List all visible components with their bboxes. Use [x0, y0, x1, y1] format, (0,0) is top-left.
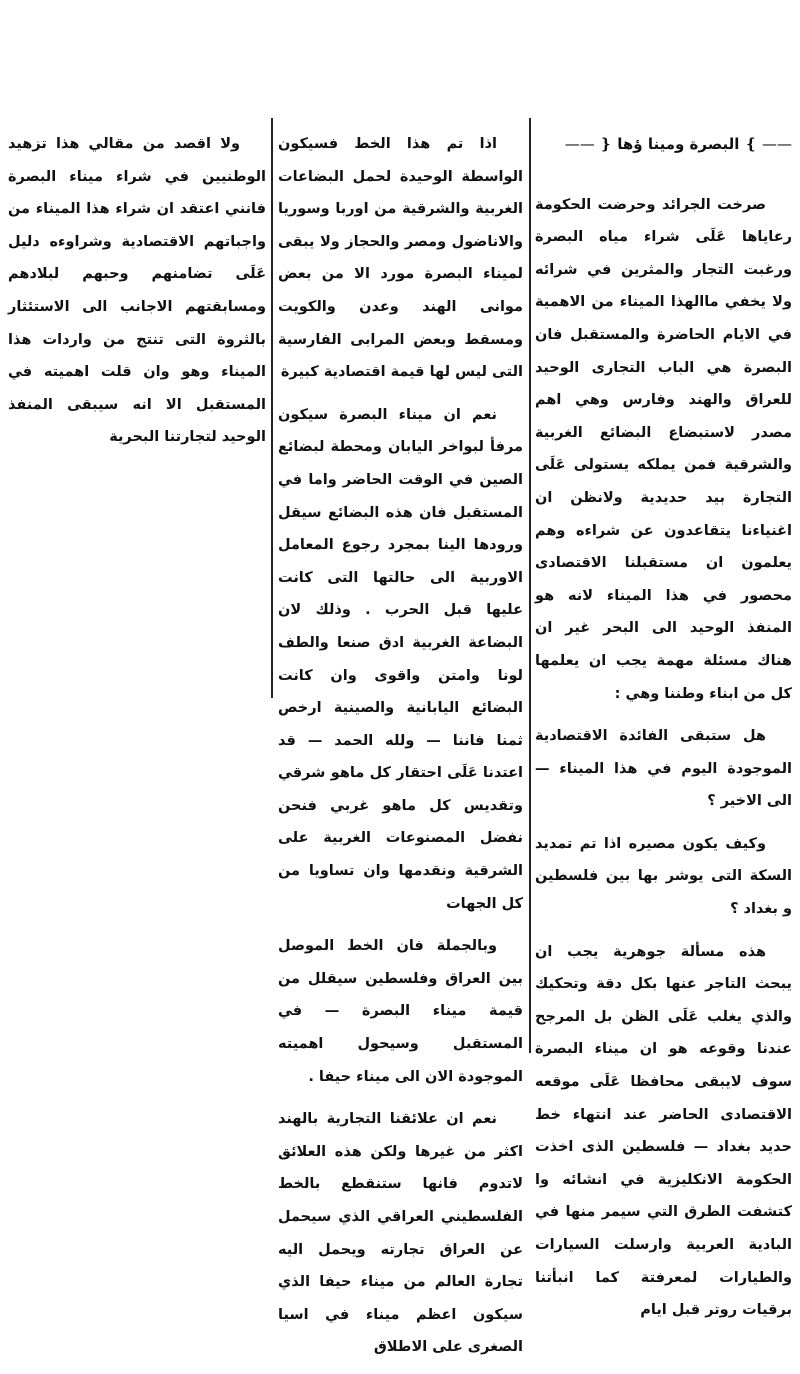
paragraph: هل ستبقى الفائدة الاقتصادية الموجودة اليوم في هذا الميناء — الى الاخير ؟ — [535, 728, 792, 810]
paragraph: صرخت الجرائد وحرضت الحكومة رعاياها عَلَى شراء مياه البصرة ورغبت التجار والمثرين في شرائه ولا يخفي ماالهذا الميناء من الاهمية في الايام الحاضرة والمستقبل فان البصرة هي الباب التجارى الوحيد للعراق والهند وفارس وهي اهم مصدر لاستبضاع البضائع الغربية والشرقية فمن يملكه يستولى عَلَى التجارة بيد حديدية ولانظن ان اغنياءنا يتقاعدون عن شراءه وهم يعلمون ان مستقبلنا الاقتصادى محصور في هذا الميناء لانه هو المنفذ الوحيد الى البحر غير ان هناك مسئلة مهمة يجب ان يعلمها كل من ابناء وطننا وهي : — [535, 196, 792, 702]
heading-ornament-right: —— ❵ — [744, 135, 792, 153]
article-title: البصرة ومينا ؤها — [617, 135, 740, 153]
column-divider-left — [271, 118, 273, 698]
paragraph: نعم ان ميناء البصرة سيكون مرفأ لبواخر اليابان ومحطة لبضائع الصين في الوقت الحاضر واما في المستقبل فان هذه البضائع سيقل ورودها الينا بمجرد رجوع المعامل الاوربية الى حالتها التى كانت عليها قبل الحرب . وذلك لان البضاعة الغربية ادق صنعا والطف لونا وامتن واقوى وان كانت البضائع اليابانية والصينية ارخص ثمنا فاننا — ولله الحمد — قد اعتدنا عَلَى احتقار كل ماهو شرقي وتقديس كل ماهو غربي فنحن نفضل المصنوعات الغربية على الشرقية ونقدمها وان تساويا من كل الجهات — [278, 406, 523, 912]
article-heading — [535, 128, 792, 161]
article-column-right — [535, 128, 792, 1337]
paragraph: اذا تم هذا الخط فسيكون الواسطة الوحيدة لحمل البضاعات الغربية والشرقية من اوربا وسوريا والاناضول ومصر والحجاز ولا يبقى لميناء البصرة مورد الا من بعض موانى الهند وعدن والكويت ومسقط وبعض المرابى الفارسية التى ليس لها قيمة اقتصادية كبيرة — [278, 136, 523, 381]
paragraph: نعم ان علائقنا التجارية بالهند اكثر من غيرها ولكن هذه العلائق لاتدوم فانها ستنقطع بالخط الفلسطيني العراقي الذي سيحمل عن العراق تجارته ويحمل اليه تجارة العالم من ميناء حيفا الذي سيكون اعظم ميناء في اسيا الصغرى على الاطلاق — [278, 1111, 523, 1356]
paragraph: ولا اقصد من مقالي هذا تزهيد الوطنيين في شراء ميناء البصرة فانني اعتقد ان شراء هذا الميناء من واجباتهم الاقتصادية وشراوءه دليل عَلَى تضامنهم وحبهم لبلادهم ومسابقتهم الاجانب الى الاستئثار بالثروة التى تنتج من واردات هذا الميناء وهو وان قلت اهميته في المستقبل الا انه سيبقى المنفذ الوحيد لتجارتنا البحرية — [8, 136, 266, 446]
column-divider-right — [529, 118, 531, 1053]
heading-ornament-left: ❴ —— — [564, 135, 613, 153]
article-column-left — [8, 128, 266, 464]
paragraph: هذه مسألة جوهرية يجب ان يبحث التاجر عنها بكل دقة وتحكيك والذي يغلب عَلَى الظن بل المرجح عندنا وقوعه هو ان ميناء البصرة سوف لايبقى محافظا عَلَى موقعه الاقتصادى الحاضر عند انتهاء خط حديد بغداد — فلسطين الذى اخذت الحكومة الانكليزية في انشائه وا كتشفت الطرق التي سيمر منها في البادية العربية وارسلت السيارات والطيارات لمعرفتة كما انبأتنا برقيات روتر قبل ايام — [535, 943, 792, 1319]
paragraph: وكيف يكون مصيره اذا تم تمديد السكة التى يوشر بها بين فلسطين و بغداد ؟ — [535, 835, 792, 918]
article-column-middle — [278, 128, 523, 1374]
paragraph: وبالجملة فان الخط الموصل بين العراق وفلسطين سيقلل من قيمة ميناء البصرة — في المستقبل وسيحول اهميته الموجودة الان الى ميناء حيفا . — [278, 938, 523, 1085]
